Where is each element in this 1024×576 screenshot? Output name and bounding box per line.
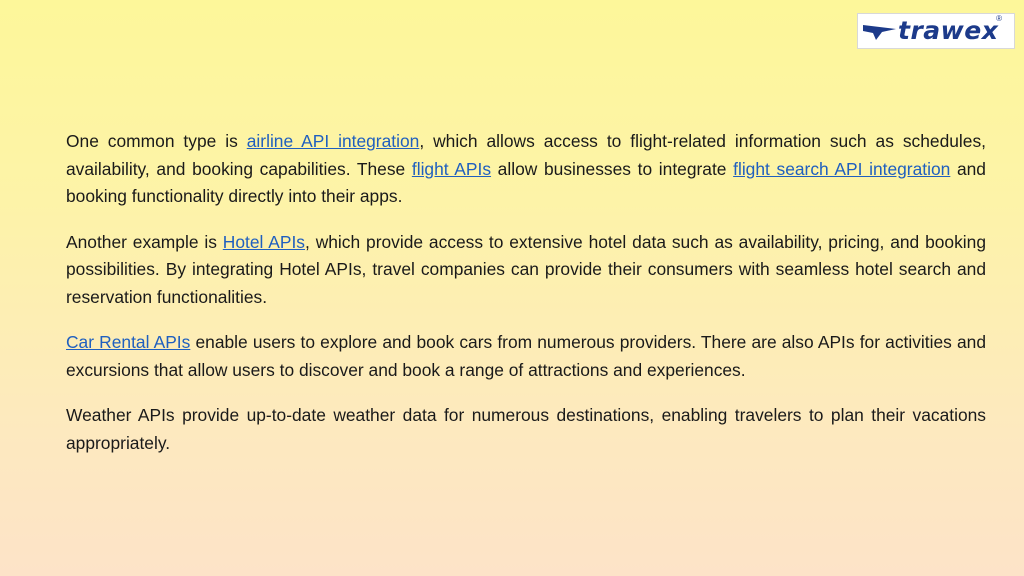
hotel-apis-link[interactable]: Hotel APIs	[222, 231, 306, 252]
registered-mark: ®	[996, 14, 1002, 23]
text: and booking functionality directly into their apps.	[66, 158, 986, 206]
text: , which allows access to flight-related information such as schedules, availability, and booking capabilities. These	[66, 131, 986, 179]
flight-search-api-integration-link[interactable]: flight search API integration	[733, 158, 951, 179]
text: , which provide access to extensive hotel data such as availability, pricing, and booking possibilities. By integrating Hotel APIs, travel companies can provide their consumers with seamless hotel search and reservation functionalities.	[66, 231, 987, 307]
trawex-logo	[857, 13, 1015, 49]
text: allow businesses to integrate	[491, 158, 734, 179]
flight-apis-link[interactable]: flight APIs	[411, 158, 492, 179]
paragraph-hotel	[66, 229, 986, 312]
text: enable users to explore and book cars from numerous providers. There are also APIs for activities and excursions that allow users to discover and book a range of attractions and experiences.	[66, 332, 986, 380]
airline-api-integration-link[interactable]: airline API integration	[246, 131, 420, 151]
content-body	[66, 128, 986, 475]
plane-arrow-icon	[862, 23, 898, 41]
text: One common type is	[66, 131, 247, 151]
car-rental-apis-link[interactable]: Car Rental APIs	[66, 332, 191, 352]
logo-wordmark: trawex	[898, 16, 999, 45]
text: Weather APIs provide up-to-date weather data for numerous destinations, enabling travelers to plan their vacations appropriately.	[66, 405, 986, 453]
paragraph-airline	[66, 128, 986, 211]
text: Another example is	[66, 231, 223, 252]
paragraph-weather	[66, 402, 986, 457]
paragraph-car-rental	[66, 329, 986, 384]
